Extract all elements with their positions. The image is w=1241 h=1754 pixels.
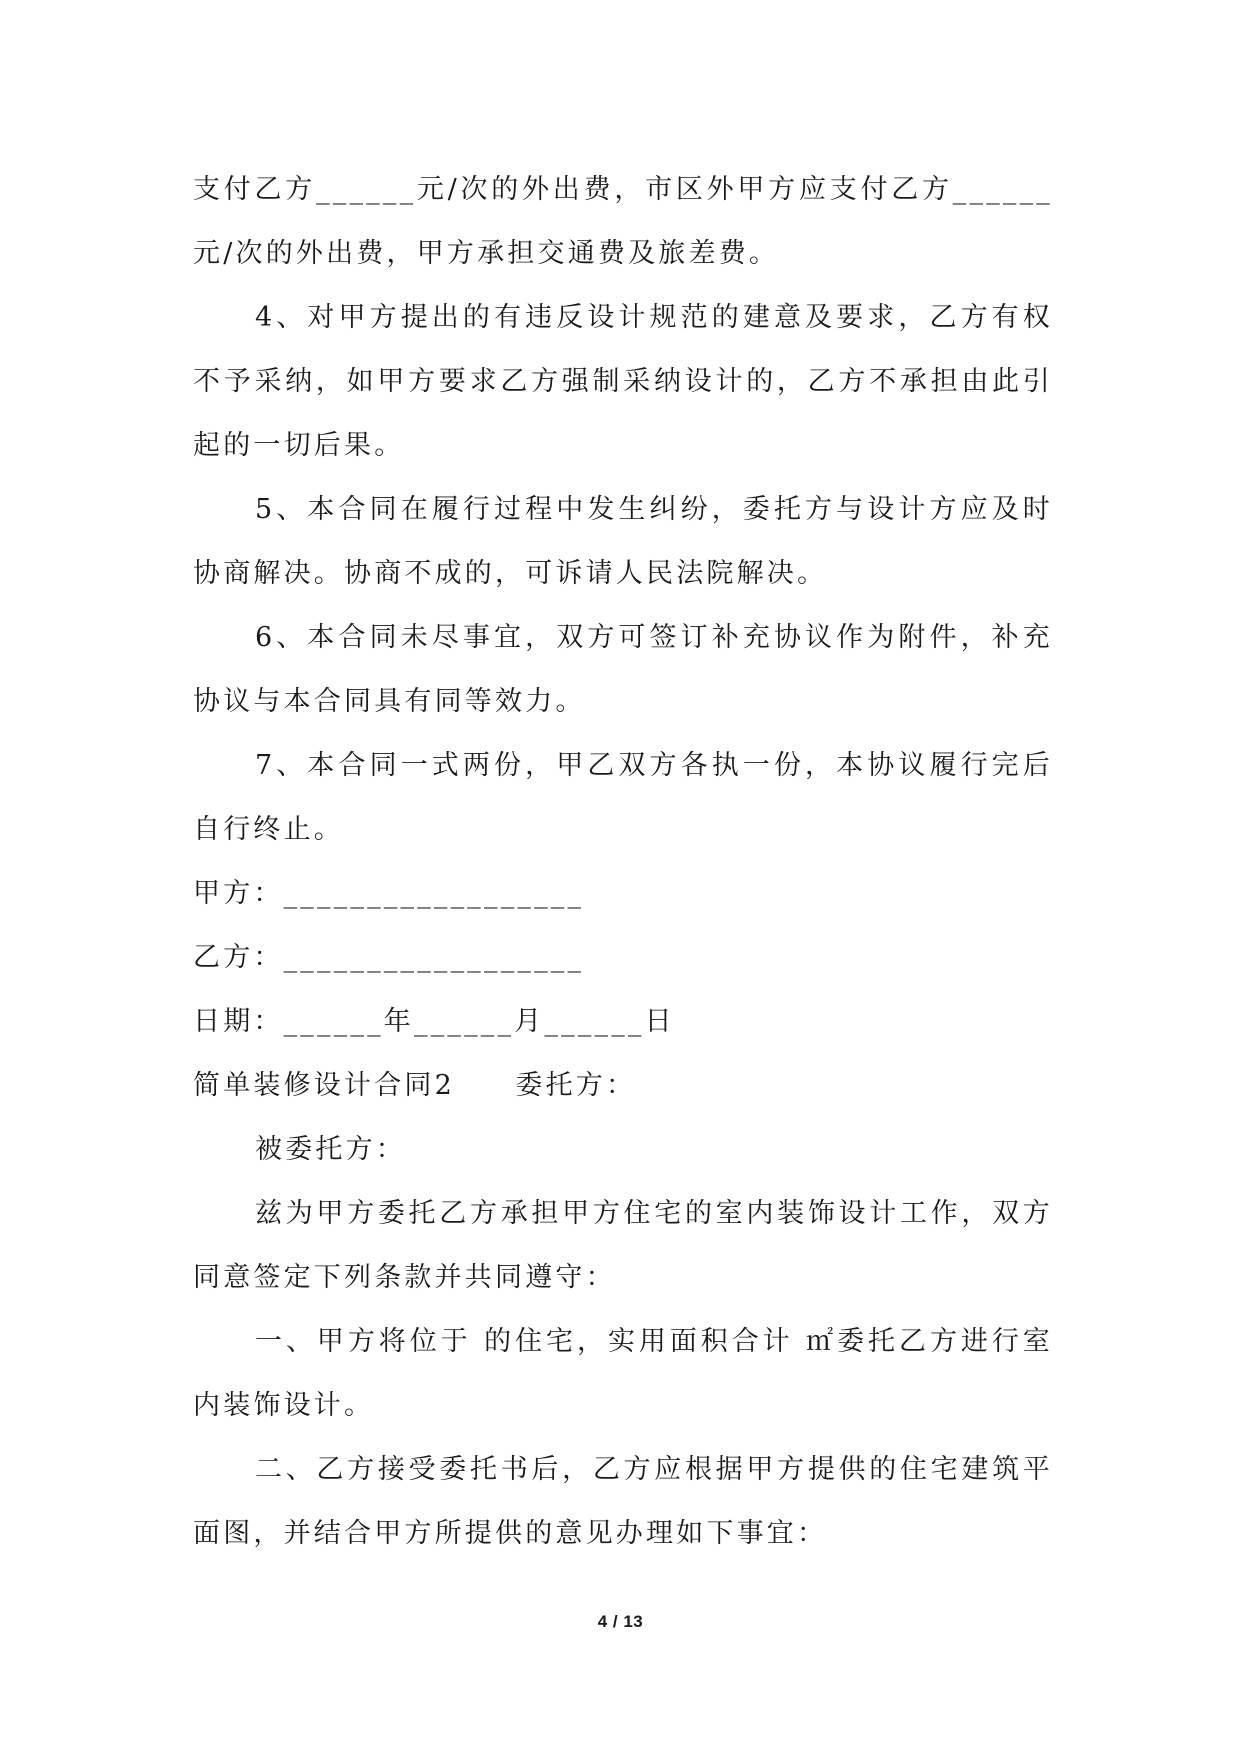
paragraph-clause-4: 4、对甲方提出的有违反设计规范的建意及要求，乙方有权不予采纳，如甲方要求乙方强制采纳设计的，乙方不承担由此引起的一切后果。 — [193, 302, 1053, 461]
contract-body — [193, 158, 1053, 1566]
paragraph-clause-6: 6、本合同未尽事宜，双方可签订补充协议作为附件，补充协议与本合同具有同等效力。 — [193, 622, 1053, 717]
paragraph-travel-fee: 支付乙方______元/次的外出费，市区外甲方应支付乙方______元/次的外出费，甲方承担交通费及旅差费。 — [193, 174, 1053, 269]
date-line: 日期：______年______月______日 — [193, 1006, 675, 1037]
paragraph-clause-5: 5、本合同在履行过程中发生纠纷，委托方与设计方应及时协商解决。协商不成的，可诉请人民法院解决。 — [193, 494, 1053, 589]
party-a-signature-line: 甲方：__________________ — [193, 878, 585, 909]
contract-2-intro: 兹为甲方委托乙方承担甲方住宅的室内装饰设计工作，双方同意签定下列条款并共同遵守： — [193, 1198, 1053, 1293]
page-number: 4 / 13 — [597, 1612, 644, 1631]
contract-2-clause-2: 二、乙方接受委托书后，乙方应根据甲方提供的住宅建筑平面图，并结合甲方所提供的意见办理如下事宜： — [193, 1454, 1053, 1549]
entrusted-party-line: 被委托方： — [255, 1134, 406, 1165]
contract-2-heading: 简单装修设计合同2 委托方： — [193, 1070, 637, 1101]
contract-2-clause-1: 一、甲方将位于 的住宅，实用面积合计 ㎡委托乙方进行室内装饰设计。 — [193, 1326, 1053, 1421]
party-b-signature-line: 乙方：__________________ — [193, 942, 585, 973]
paragraph-clause-7: 7、本合同一式两份，甲乙双方各执一份，本协议履行完后自行终止。 — [193, 750, 1053, 845]
